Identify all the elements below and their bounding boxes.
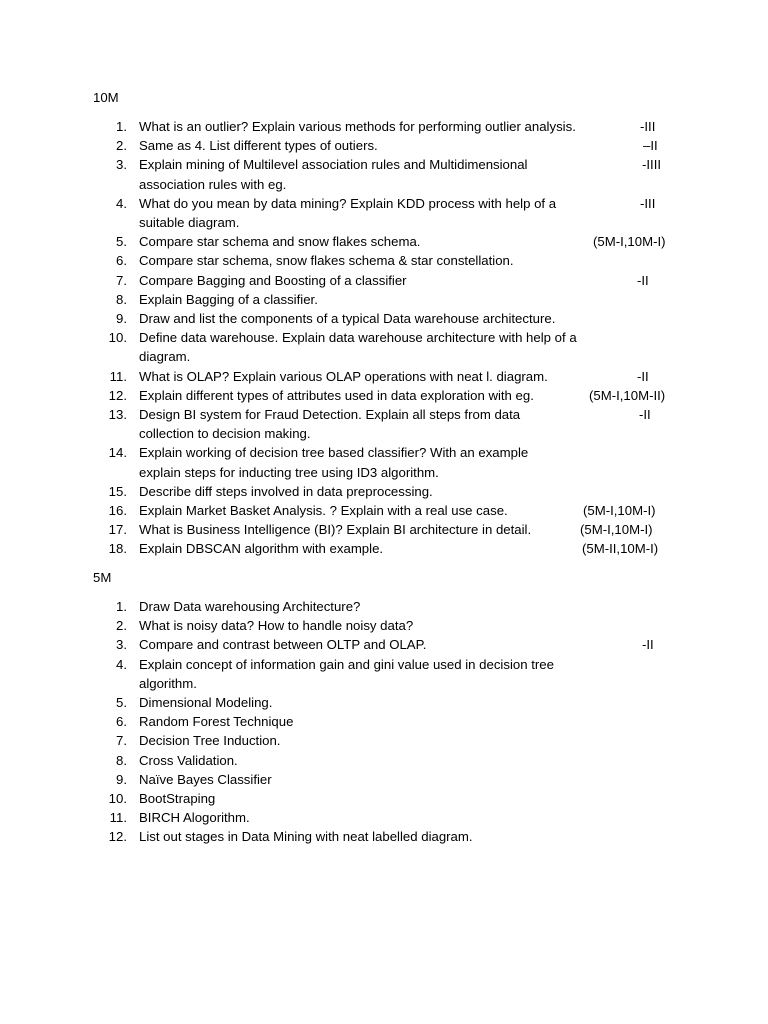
item-text: Random Forest Technique bbox=[139, 714, 294, 730]
item-tag: -III bbox=[640, 119, 656, 134]
item-text: Naïve Bayes Classifier bbox=[139, 771, 272, 787]
item-text: What is OLAP? Explain various OLAP operations with neat l. diagram. bbox=[139, 368, 548, 384]
item-number: 3. bbox=[116, 637, 127, 653]
item-text: What is noisy data? How to handle noisy data? bbox=[139, 618, 414, 634]
item-tag: -II bbox=[637, 368, 649, 384]
item-number: 1. bbox=[116, 599, 127, 614]
item-text: Explain concept of information gain and gini value used in decision tree algorithm. bbox=[139, 656, 554, 691]
list-item bbox=[0, 655, 768, 693]
item-text: Explain working of decision tree based classifier? With an example explain steps for inducting tree using ID3 algorithm. bbox=[139, 445, 529, 480]
item-number: 9. bbox=[116, 311, 127, 327]
item-number: 18. bbox=[108, 541, 127, 557]
item-tag: -II bbox=[639, 407, 651, 423]
item-tag: –II bbox=[643, 138, 658, 154]
item-number: 7. bbox=[116, 272, 127, 288]
item-text: Explain different types of attributes used in data exploration with eg. bbox=[139, 387, 534, 403]
list-item bbox=[0, 539, 768, 558]
section-heading-5m: 5M bbox=[93, 570, 112, 585]
question-list-5m bbox=[0, 597, 768, 847]
item-number: 12. bbox=[108, 829, 127, 845]
list-item bbox=[0, 136, 768, 155]
item-text: Compare Bagging and Boosting of a classifier bbox=[139, 272, 407, 288]
item-text: What do you mean by data mining? Explain KDD process with help of a suitable diagram. bbox=[139, 195, 557, 231]
list-item bbox=[0, 386, 768, 405]
item-number: 6. bbox=[116, 714, 127, 730]
item-text: Decision Tree Induction. bbox=[139, 733, 281, 749]
section-heading-10m: 10M bbox=[93, 90, 119, 105]
item-tag: -IIII bbox=[642, 157, 662, 173]
list-item bbox=[0, 635, 768, 654]
item-number: 4. bbox=[116, 656, 127, 672]
item-text: What is an outlier? Explain various methods for performing outlier analysis. bbox=[139, 119, 576, 134]
item-text: Explain mining of Multilevel association rules and Multidimensional association rules with eg. bbox=[139, 157, 528, 192]
item-number: 2. bbox=[116, 138, 127, 154]
list-item bbox=[0, 482, 768, 501]
list-item bbox=[0, 194, 768, 232]
list-item bbox=[0, 770, 768, 789]
list-item bbox=[0, 712, 768, 731]
list-item bbox=[0, 520, 768, 539]
list-item bbox=[0, 367, 768, 386]
list-item bbox=[0, 808, 768, 827]
item-number: 10. bbox=[108, 791, 127, 807]
item-text: Describe diff steps involved in data preprocessing. bbox=[139, 483, 433, 499]
list-item bbox=[0, 501, 768, 520]
list-item bbox=[0, 751, 768, 770]
list-item bbox=[0, 405, 768, 443]
item-number: 14. bbox=[108, 445, 127, 461]
item-text: Draw Data warehousing Architecture? bbox=[139, 599, 361, 614]
item-tag: (5M-I,10M-I) bbox=[580, 522, 653, 538]
item-number: 1. bbox=[116, 119, 127, 134]
item-text: Explain DBSCAN algorithm with example. bbox=[139, 541, 384, 557]
item-tag: (5M-II,10M-I) bbox=[582, 541, 659, 557]
item-text: Compare star schema and snow flakes schema. bbox=[139, 234, 421, 250]
item-text: Compare and contrast between OLTP and OLAP. bbox=[139, 637, 427, 653]
item-text: Draw and list the components of a typical Data warehouse architecture. bbox=[139, 311, 556, 327]
list-item bbox=[0, 290, 768, 309]
list-item bbox=[0, 232, 768, 251]
item-tag: -III bbox=[640, 195, 656, 211]
list-item bbox=[0, 309, 768, 328]
list-item bbox=[0, 827, 768, 846]
item-number: 2. bbox=[116, 618, 127, 634]
item-tag: -II bbox=[637, 272, 649, 288]
item-text: What is Business Intelligence (BI)? Explain BI architecture in detail. bbox=[139, 522, 532, 538]
item-number: 17. bbox=[108, 522, 127, 538]
item-number: 15. bbox=[108, 483, 127, 499]
list-item bbox=[0, 271, 768, 290]
item-number: 10. bbox=[108, 330, 127, 346]
item-number: 8. bbox=[116, 752, 127, 768]
item-number: 4. bbox=[116, 195, 127, 211]
item-text: Explain Bagging of a classifier. bbox=[139, 291, 318, 307]
list-item bbox=[0, 789, 768, 808]
list-item bbox=[0, 328, 768, 366]
item-number: 11. bbox=[109, 810, 127, 826]
list-item bbox=[0, 731, 768, 750]
list-item bbox=[0, 597, 768, 616]
item-tag: -II bbox=[642, 637, 654, 653]
item-number: 7. bbox=[116, 733, 127, 749]
item-text: BIRCH Alogorithm. bbox=[139, 810, 250, 826]
item-text: BootStraping bbox=[139, 791, 216, 807]
list-item bbox=[0, 117, 768, 136]
list-item bbox=[0, 155, 768, 193]
item-number: 11. bbox=[109, 368, 127, 384]
item-text: Cross Validation. bbox=[139, 752, 238, 768]
item-text: Same as 4. List different types of outiers. bbox=[139, 138, 378, 154]
list-item bbox=[0, 616, 768, 635]
list-item bbox=[0, 251, 768, 270]
item-number: 16. bbox=[108, 503, 127, 519]
item-text: Dimensional Modeling. bbox=[139, 695, 273, 711]
item-number: 13. bbox=[108, 407, 127, 423]
item-number: 5. bbox=[116, 695, 127, 711]
item-tag: (5M-I,10M-II) bbox=[589, 387, 666, 403]
item-tag: (5M-I,10M-I) bbox=[593, 234, 666, 250]
item-text: Compare star schema, snow flakes schema & star constellation. bbox=[139, 253, 514, 269]
item-number: 12. bbox=[108, 387, 127, 403]
item-number: 3. bbox=[116, 157, 127, 173]
item-number: 8. bbox=[116, 291, 127, 307]
list-item bbox=[0, 443, 768, 481]
item-tag: (5M-I,10M-I) bbox=[583, 503, 656, 519]
item-text: Explain Market Basket Analysis. ? Explain with a real use case. bbox=[139, 503, 508, 519]
item-text: List out stages in Data Mining with neat labelled diagram. bbox=[139, 829, 473, 845]
item-number: 6. bbox=[116, 253, 127, 269]
item-number: 5. bbox=[116, 234, 127, 250]
question-list-10m bbox=[0, 117, 768, 559]
item-text: Design BI system for Fraud Detection. Explain all steps from data collection to decision making. bbox=[139, 407, 521, 442]
list-item bbox=[0, 693, 768, 712]
item-number: 9. bbox=[116, 771, 127, 787]
item-text: Define data warehouse. Explain data warehouse architecture with help of a diagram. bbox=[139, 330, 577, 365]
